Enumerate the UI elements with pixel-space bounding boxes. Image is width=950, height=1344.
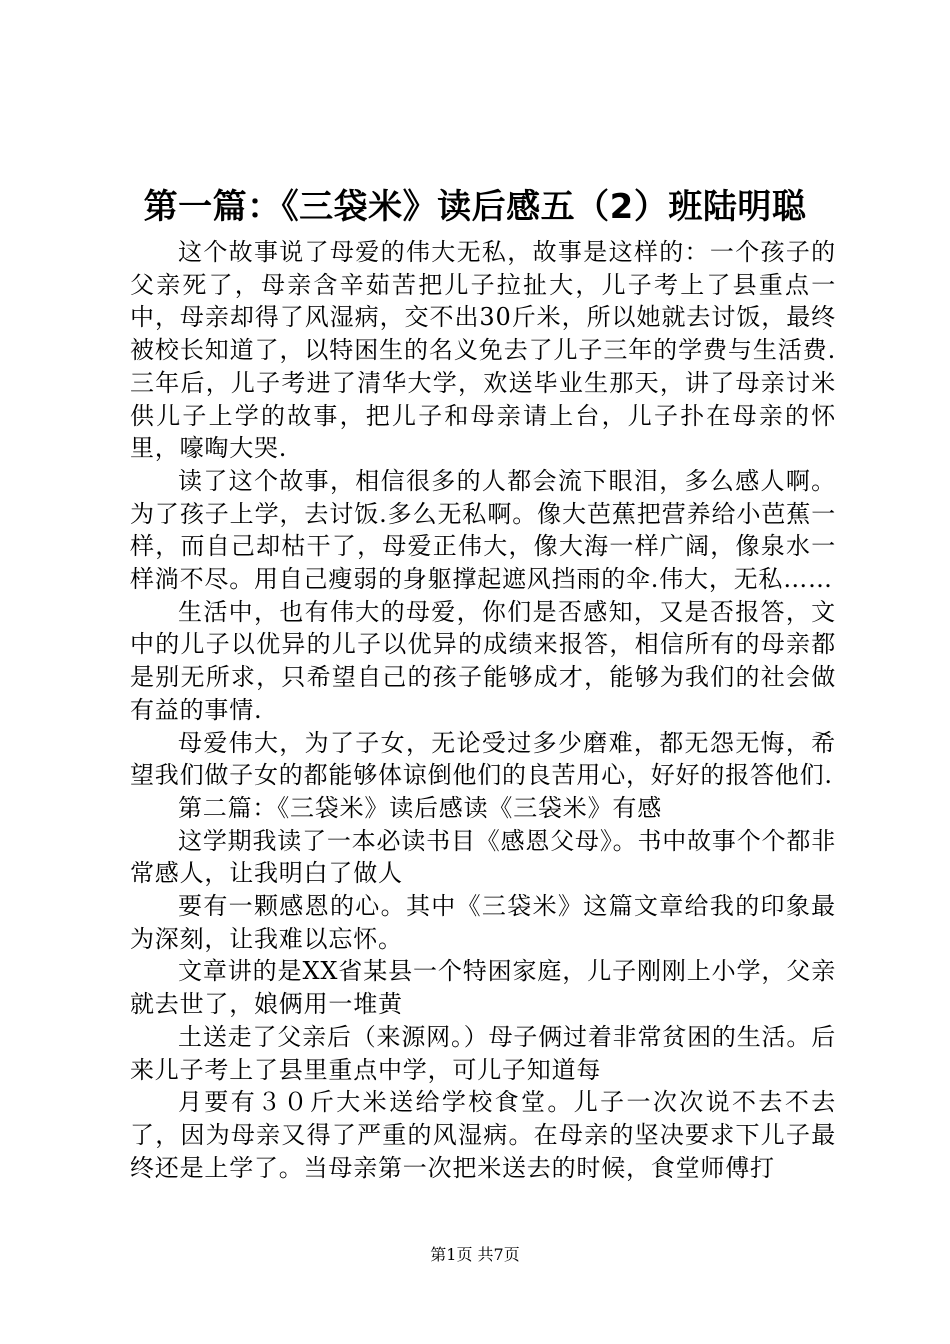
- document-title: 第一篇：《三袋米》读后感五（2）班陆明聪: [143, 187, 807, 227]
- paragraph: 读了这个故事，相信很多的人都会流下眼泪，多么感人啊。为了孩子上学，去讨饭.多么无私啊。像大芭蕉把营养给小芭蕉一样，而自己却枯干了，母爱正伟大，像大海一样广阔，像泉水一样淌不尽。用自己瘦弱的身躯撑起遮风挡雨的伞.伟大，无私……: [130, 466, 836, 594]
- page-footer: 第1页 共7页: [430, 1245, 520, 1264]
- paragraph: 生活中，也有伟大的母爱，你们是否感知，又是否报答，文中的儿子以优异的儿子以优异的成绩来报答，相信所有的母亲都是别无所求，只希望自己的孩子能够成才，能够为我们的社会做有益的事情.: [130, 597, 836, 724]
- section-heading: 第二篇：《三袋米》读后感读《三袋米》有感: [178, 793, 662, 822]
- paragraph: 文章讲的是XX省某县一个特困家庭，儿子刚刚上小学，父亲就去世了，娘俩用一堆黄: [130, 957, 836, 1019]
- paragraph: 要有一颗感恩的心。其中《三袋米》这篇文章给我的印象最为深刻，让我难以忘怀。: [130, 892, 836, 953]
- document-body: [130, 236, 836, 1184]
- paragraph: 这个故事说了母爱的伟大无私，故事是这样的：一个孩子的父亲死了，母亲含辛茹苦把儿子拉扯大，儿子考上了县重点一中，母亲却得了风湿病，交不出30斤米，所以她就去讨饭，最终被校长知道了，以特困生的名义免去了儿子三年的学费与生活费.三年后，儿子考进了清华大学，欢送毕业生那天，讲了母亲讨米供儿子上学的故事，把儿子和母亲请上台，儿子扑在母亲的怀里，嚎啕大哭.: [130, 238, 836, 463]
- paragraph: 月要有３０斤大米送给学校食堂。儿子一次次说不去不去了，因为母亲又得了严重的风湿病。在母亲的坚决要求下儿子最终还是上学了。当母亲第一次把米送去的时候，食堂师傅打: [130, 1088, 836, 1182]
- paragraph: 这学期我读了一本必读书目《感恩父母》。书中故事个个都非常感人，让我明白了做人: [130, 826, 836, 888]
- paragraph: 母爱伟大，为了子女，无论受过多少磨难，都无怨无悔，希望我们做子女的都能够体谅倒他们的良苦用心，好好的报答他们.: [130, 728, 836, 790]
- paragraph: 土送走了父亲后（来源网。）母子俩过着非常贫困的生活。后来儿子考上了县里重点中学，可儿子知道每: [130, 1022, 836, 1084]
